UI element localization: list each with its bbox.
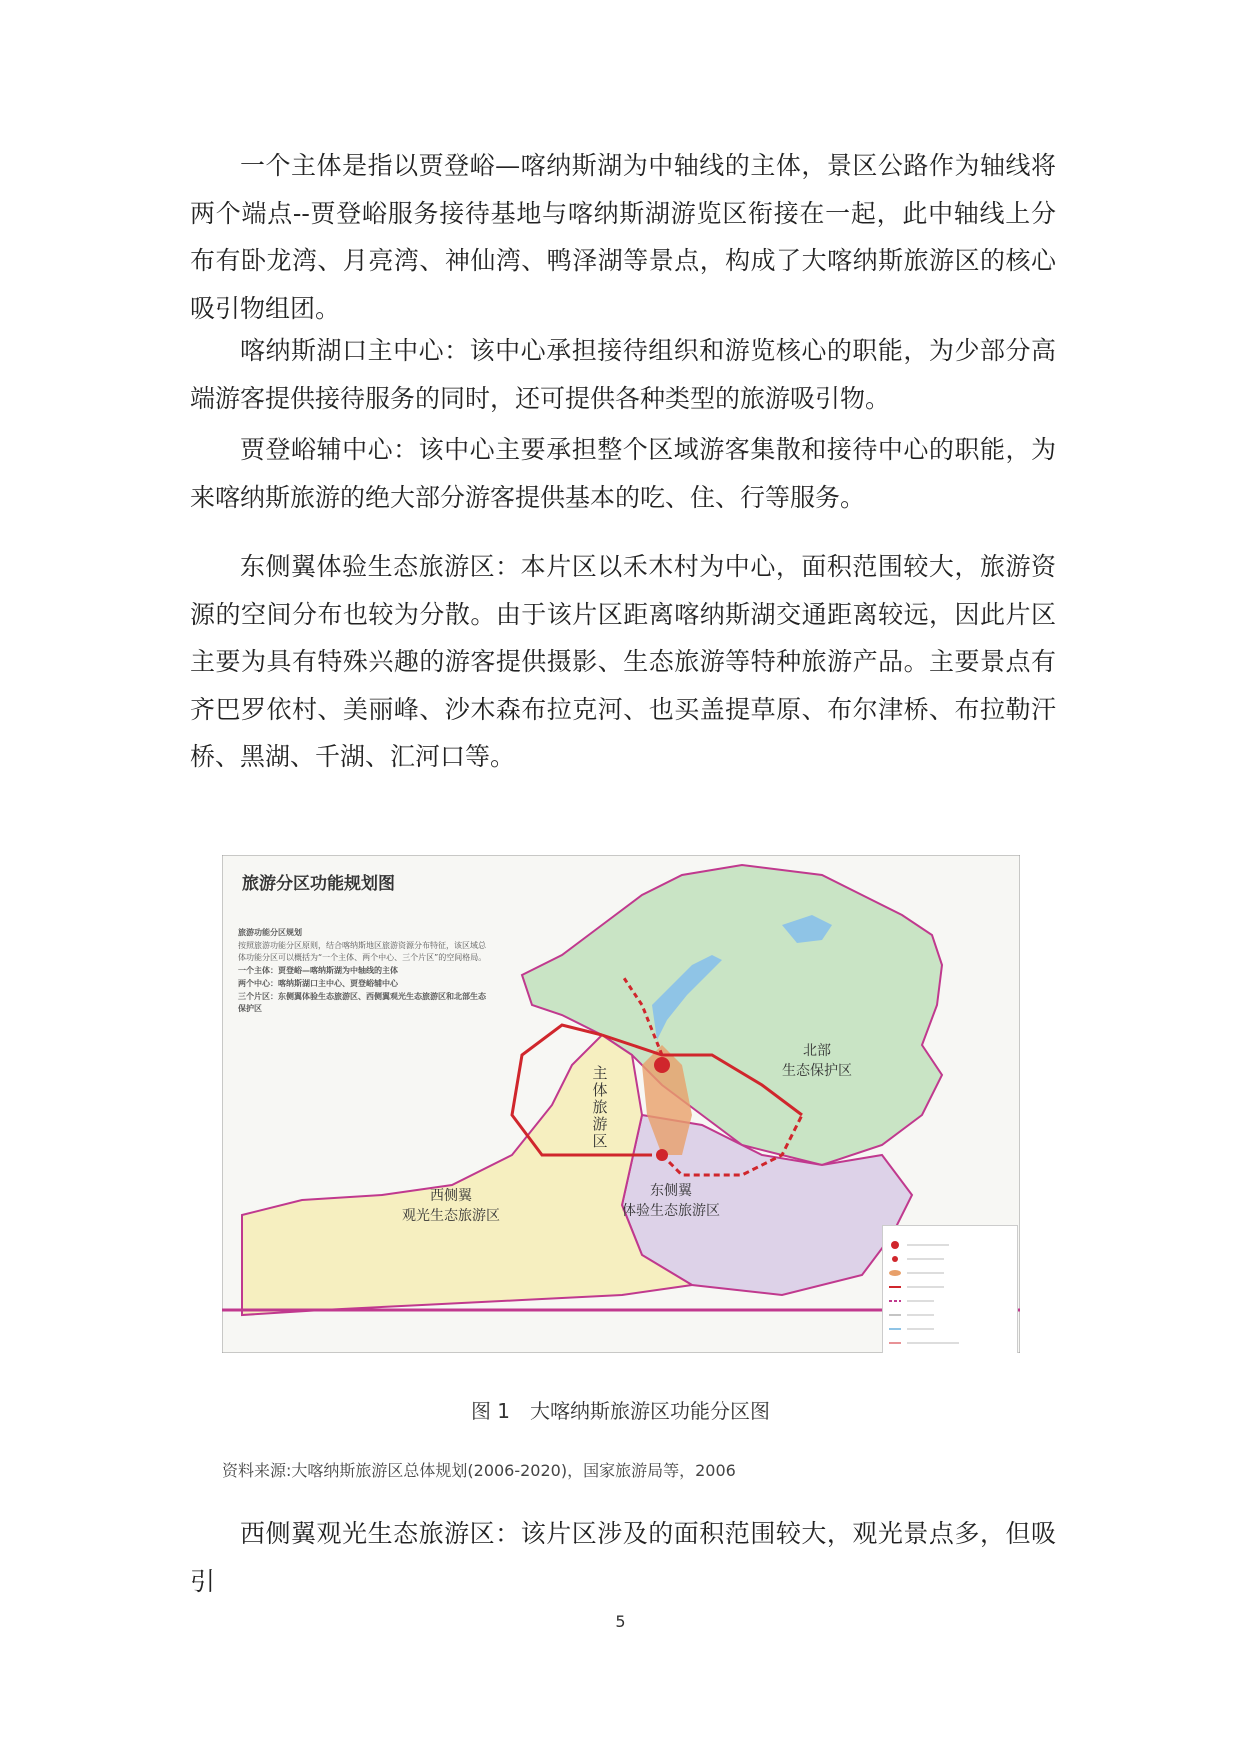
- label-north: [782, 1040, 852, 1080]
- legend-river: [889, 1318, 1009, 1326]
- sub-center-marker: [656, 1149, 668, 1161]
- legend-zone-line: [889, 1332, 1009, 1340]
- label-north-line1: 北部: [803, 1043, 831, 1059]
- legend-route: [889, 1276, 1009, 1284]
- figure-source: 资料来源:大喀纳斯旅游区总体规划(2006-2020)，国家旅游局等，2006: [222, 1461, 736, 1480]
- label-east: [622, 1180, 720, 1220]
- legend-road: [889, 1304, 1009, 1312]
- legend-axis: [889, 1262, 1009, 1270]
- figure-text-line: 两个中心：喀纳斯湖口主中心、贾登峪辅中心: [238, 979, 398, 988]
- label-west-line2: 观光生态旅游区: [402, 1208, 500, 1224]
- label-west: [402, 1185, 500, 1225]
- label-main: 主体旅游区: [592, 1064, 608, 1150]
- paragraph-main-center: 喀纳斯湖口主中心：该中心承担接待组织和游览核心的职能，为少部分高端游客提供接待服务的同时，还可提供各种类型的旅游吸引物。: [190, 336, 1056, 413]
- label-north-line2: 生态保护区: [782, 1063, 852, 1079]
- legend-center: [889, 1234, 1009, 1242]
- map-legend: [882, 1225, 1018, 1353]
- paragraph-sub-center: 贾登峪辅中心：该中心主要承担整个区域游客集散和接待中心的职能，为来喀纳斯旅游的绝大部分游客提供基本的吃、住、行等服务。: [190, 435, 1056, 512]
- label-east-line1: 东侧翼: [650, 1183, 692, 1199]
- figure-description: [238, 927, 488, 1016]
- page-number: 5: [615, 1612, 626, 1631]
- paragraph-east-zone: 东侧翼体验生态旅游区：本片区以禾木村为中心，面积范围较大，旅游资源的空间分布也较为分散。由于该片区距离喀纳斯湖交通距离较远，因此片区主要为具有特殊兴趣的游客提供摄影、生态旅游等特种旅游产品。主要景点有齐巴罗依村、美丽峰、沙木森布拉克河、也买盖提草原、布尔津桥、布拉勒汗桥、黑湖、千湖、汇河口等。: [190, 552, 1056, 771]
- figure-text-line: 三个片区：东侧翼体验生态旅游区、西侧翼观光生态旅游区和北部生态保护区: [238, 992, 486, 1013]
- figure-title: 旅游分区功能规划图: [242, 874, 395, 894]
- paragraph-west-zone: 西侧翼观光生态旅游区：该片区涉及的面积范围较大，观光景点多，但吸引: [190, 1519, 1056, 1596]
- zoning-map-figure: [222, 855, 1020, 1353]
- legend-boundary: [889, 1290, 1009, 1298]
- label-west-line1: 西侧翼: [430, 1188, 472, 1204]
- label-east-line2: 体验生态旅游区: [622, 1203, 720, 1219]
- paragraph-main-body: 一个主体是指以贾登峪—喀纳斯湖为中轴线的主体，景区公路作为轴线将两个端点--贾登峪服务接待基地与喀纳斯湖游览区衔接在一起，此中轴线上分布有卧龙湾、月亮湾、神仙湾、鸭泽湖等景点，构成了大喀纳斯旅游区的核心吸引物组团。: [190, 151, 1056, 323]
- legend-subcenter: [889, 1248, 1009, 1256]
- figure-caption: 图 1 大喀纳斯旅游区功能分区图: [470, 1399, 771, 1423]
- main-center-marker: [654, 1057, 670, 1073]
- figure-text-line: 一个主体：贾登峪—喀纳斯湖为中轴线的主体: [238, 966, 398, 975]
- figure-text-line: 旅游功能分区规划: [238, 928, 302, 937]
- figure-text-line: 按照旅游功能分区原则，结合喀纳斯地区旅游资源分布特征，该区域总体功能分区可以概括为“一个主体、两个中心、三个片区”的空间格局。: [238, 941, 487, 962]
